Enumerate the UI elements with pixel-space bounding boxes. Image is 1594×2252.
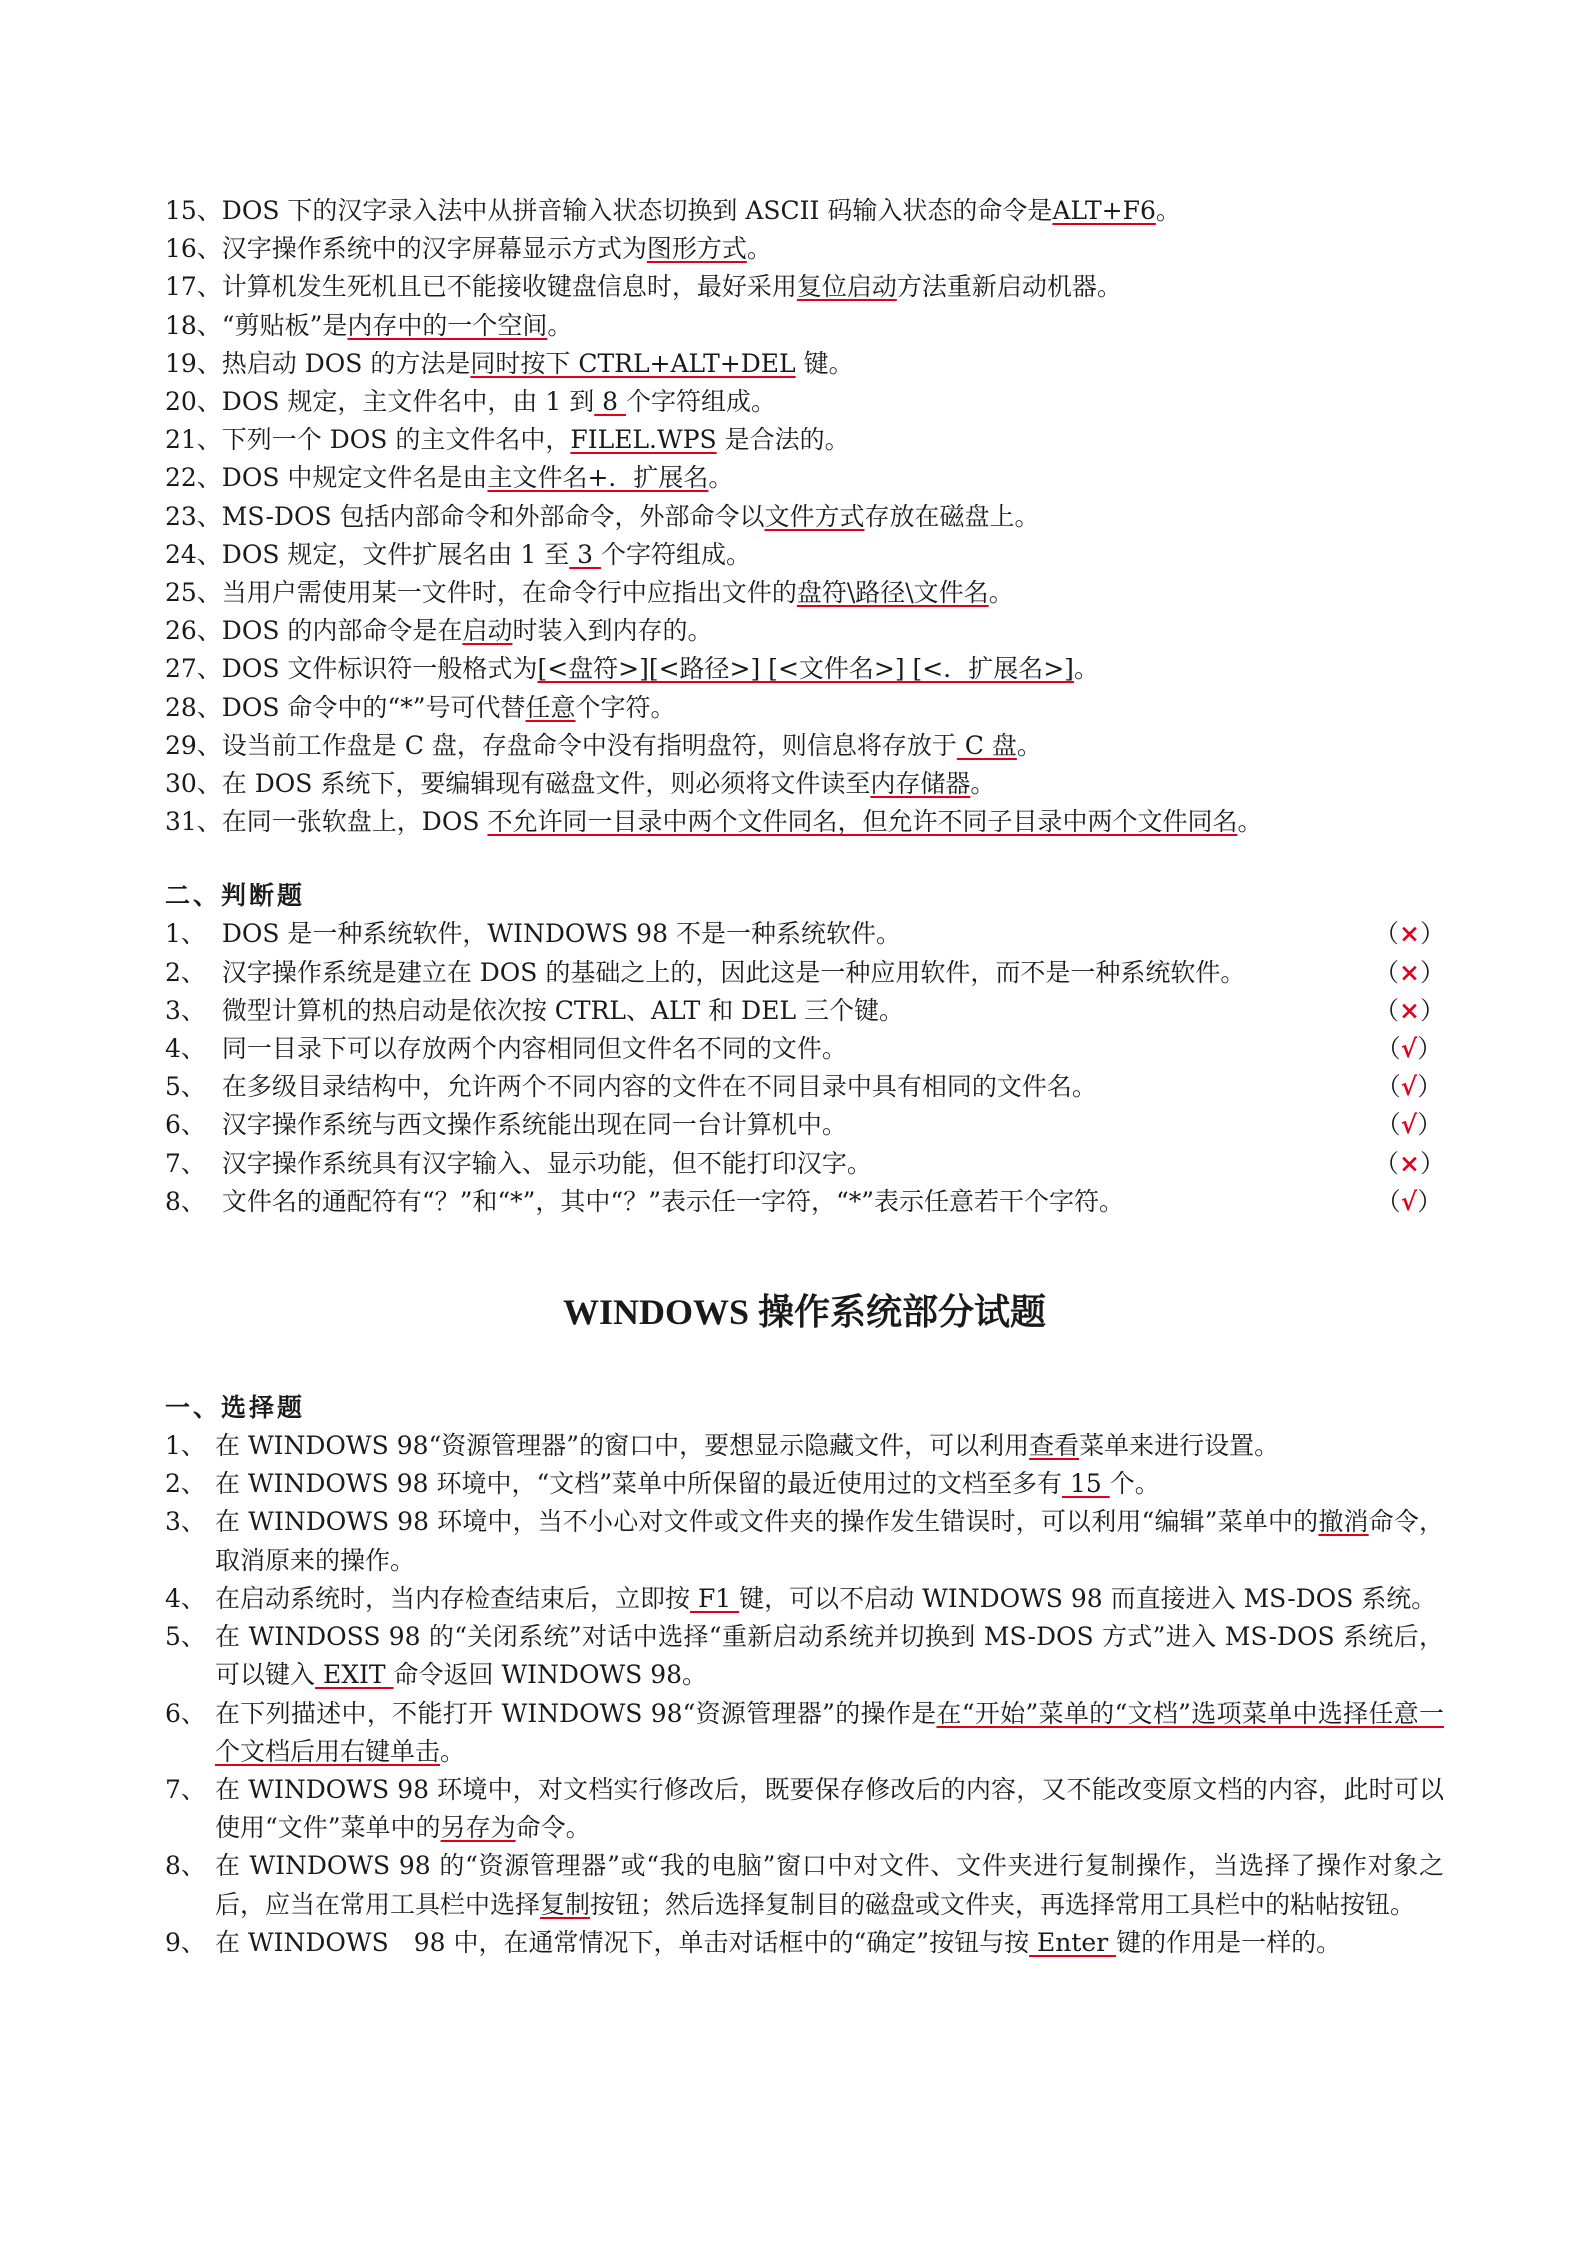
choice-item: 1、 在 WINDOWS 98“资源管理器”的窗口中，要想显示隐藏文件，可以利用查看菜单来进行设置。: [165, 1431, 1280, 1461]
fill-item: 29、设当前工作盘是 C 盘，存盘命令中没有指明盘符，则信息将存放于 C 盘。: [165, 730, 1042, 760]
check-mark-icon: √: [1400, 1034, 1418, 1064]
judge-item: 8、 文件名的通配符有“？”和“*”，其中“？”表示任一字符，“*”表示任意若干个字符。 （√）: [165, 1183, 1444, 1221]
answer-underline: 撤消: [1318, 1507, 1369, 1537]
answer-mark: （√）: [1375, 1034, 1443, 1064]
answer-mark: （×）: [1374, 919, 1445, 949]
choice-item: 8、 在 WINDOWS 98 的“资源管理器”或“我的电脑”窗口中对文件、文件夹进行复制操作，当选择了操作对象之后，应当在常用工具栏中选择复制按钮；然后选择复制目的磁盘或文件夹，再选择常用工具栏中的粘帖按钮。: [165, 1851, 1444, 1919]
spacer: [165, 841, 1444, 877]
answer-mark: （√）: [1375, 1110, 1443, 1140]
check-mark-icon: √: [1400, 1186, 1418, 1216]
section-heading: 一、选择题: [165, 1393, 306, 1423]
check-mark-icon: √: [1400, 1110, 1418, 1140]
choice-item: 9、 在 WINDOWS 98 中，在通常情况下，单击对话框中的“确定”按钮与按 Enter 键的作用是一样的。: [165, 1927, 1342, 1957]
page-title: WINDOWS 操作系统部分试题: [562, 1292, 1047, 1333]
answer-underline: 在“开始”菜单的“文档”选项菜单中选择任意一个文档后用右键单击: [215, 1698, 1445, 1766]
judge-item: 6、 汉字操作系统与西文操作系统能出现在同一台计算机中。 （√）: [165, 1106, 1444, 1144]
fill-item: 22、DOS 中规定文件名是由主文件名+．扩展名。: [165, 463, 734, 493]
choice-item: 3、 在 WINDOWS 98 环境中，当不小心对文件或文件夹的操作发生错误时，可以利用“编辑”菜单中的撤消命令，取消原来的操作。: [165, 1507, 1444, 1575]
answer-underline: F1: [690, 1583, 740, 1613]
answer-underline: 同时按下 CTRL+ALT+DEL: [470, 348, 796, 378]
answer-underline: FILEL.WPS: [570, 425, 717, 455]
answer-underline: 复制: [540, 1889, 591, 1919]
answer-underline: Enter: [1029, 1927, 1117, 1957]
fill-item: 17、计算机发生死机且已不能接收键盘信息时，最好采用复位启动方法重新启动机器。: [165, 272, 1122, 302]
answer-mark: （×）: [1374, 1148, 1445, 1178]
answer-underline: 启动: [462, 616, 513, 646]
answer-underline: 主文件名+．扩展名: [487, 463, 709, 493]
judge-item: 4、 同一目录下可以存放两个内容相同但文件名不同的文件。 （√）: [165, 1030, 1444, 1068]
fill-item: 28、DOS 命令中的“*”号可代替任意个字符。: [165, 692, 676, 722]
choice-item: 2、 在 WINDOWS 98 环境中，“文档”菜单中所保留的最近使用过的文档至多有 15 个。: [165, 1469, 1160, 1499]
answer-underline: 内存中的一个空间: [347, 310, 548, 340]
answer-underline: 3: [569, 539, 602, 569]
cross-mark-icon: ×: [1399, 995, 1420, 1025]
fill-item: 27、DOS 文件标识符一般格式为[<盘符>][<路径>] [<文件名>] [<．扩展名>]。: [165, 654, 1099, 684]
answer-underline: EXIT: [315, 1660, 394, 1690]
answer-underline: 复位启动: [796, 272, 897, 302]
cross-mark-icon: ×: [1399, 919, 1420, 949]
fill-item: 21、下列一个 DOS 的主文件名中，FILEL.WPS 是合法的。: [165, 425, 850, 455]
answer-underline: 8: [594, 387, 627, 417]
cross-mark-icon: ×: [1399, 957, 1420, 987]
judge-item: 7、 汉字操作系统具有汉字输入、显示功能，但不能打印汉字。 （×）: [165, 1145, 1444, 1183]
fill-item: 19、热启动 DOS 的方法是同时按下 CTRL+ALT+DEL 键。: [165, 348, 854, 378]
fill-item: 26、DOS 的内部命令是在启动时装入到内存的。: [165, 616, 713, 646]
judge-item: 3、 微型计算机的热启动是依次按 CTRL、ALT 和 DEL 三个键。 （×）: [165, 992, 1444, 1030]
fill-item: 20、DOS 规定，主文件名中，由 1 到 8 个字符组成。: [165, 387, 777, 417]
judge-section: [165, 877, 1444, 1221]
answer-underline: 不允许同一目录中两个文件同名，但允许不同子目录中两个文件同名: [487, 807, 1238, 837]
check-mark-icon: √: [1400, 1072, 1418, 1102]
judge-item: 2、 汉字操作系统是建立在 DOS 的基础之上的，因此这是一种应用软件，而不是一种系统软件。 （×）: [165, 954, 1444, 992]
choice-item: 4、 在启动系统时，当内存检查结束后，立即按 F1 键，可以不启动 WINDOWS 98 而直接进入 MS-DOS 系统。: [165, 1583, 1437, 1613]
answer-underline: C 盘: [956, 730, 1017, 760]
answer-underline: ALT+F6: [1052, 196, 1156, 225]
answer-mark: （×）: [1374, 995, 1445, 1025]
fill-item: 30、在 DOS 系统下，要编辑现有磁盘文件，则必须将文件读至内存储器。: [165, 769, 996, 799]
choice-section: [165, 1389, 1444, 1962]
answer-underline: 图形方式: [646, 234, 747, 264]
answer-mark: （√）: [1375, 1072, 1443, 1102]
fill-item: 18、“剪贴板”是内存中的一个空间。: [165, 310, 573, 340]
answer-underline: 盘符\路径\文件名: [796, 578, 989, 608]
answer-underline: 内存储器: [870, 769, 971, 799]
fill-item: 16、汉字操作系统中的汉字屏幕显示方式为图形方式。: [165, 234, 772, 264]
judge-item: 5、 在多级目录结构中，允许两个不同内容的文件在不同目录中具有相同的文件名。 （√）: [165, 1068, 1444, 1106]
answer-mark: （√）: [1375, 1186, 1443, 1216]
fill-item: 15、DOS 下的汉字录入法中从拼音输入状态切换到 ASCII 码输入状态的命令是ALT+F6。: [165, 196, 1181, 225]
choice-item: 5、 在 WINDOSS 98 的“关闭系统”对话中选择“重新启动系统并切换到 MS-DOS 方式”进入 MS-DOS 系统后，可以键入 EXIT 命令返回 WINDOWS 98。: [165, 1622, 1444, 1690]
cross-mark-icon: ×: [1399, 1148, 1420, 1178]
answer-underline: 15: [1062, 1469, 1110, 1499]
fill-item: 23、MS-DOS 包括内部命令和外部命令，外部命令以文件方式存放在磁盘上。: [165, 501, 1040, 531]
judge-item: 1、 DOS 是一种系统软件，WINDOWS 98 不是一种系统软件。 （×）: [165, 915, 1444, 953]
answer-underline: 另存为: [440, 1813, 516, 1843]
answer-mark: （×）: [1374, 957, 1445, 987]
answer-underline: 查看: [1029, 1431, 1080, 1461]
choice-item: 6、 在下列描述中，不能打开 WINDOWS 98“资源管理器”的操作是在“开始”菜单的“文档”选项菜单中选择任意一个文档后用右键单击。: [165, 1698, 1445, 1766]
fill-item: 25、当用户需使用某一文件时，在命令行中应指出文件的盘符\路径\文件名。: [165, 578, 1014, 608]
choice-item: 7、 在 WINDOWS 98 环境中，对文档实行修改后，既要保存修改后的内容，又不能改变原文档的内容，此时可以使用“文件”菜单中的另存为命令。: [165, 1774, 1444, 1843]
section-heading: 二、判断题: [165, 881, 306, 911]
fill-item: 31、在同一张软盘上，DOS 不允许同一目录中两个文件同名，但允许不同子目录中两个文件同名。: [165, 807, 1263, 837]
answer-underline: 文件方式: [764, 501, 865, 531]
fill-in-section: [165, 192, 1444, 841]
answer-underline: [<盘符>][<路径>] [<文件名>] [<．扩展名>]: [537, 654, 1074, 684]
fill-item: 24、DOS 规定，文件扩展名由 1 至 3 个字符组成。: [165, 539, 752, 569]
answer-underline: 任意: [525, 692, 576, 722]
